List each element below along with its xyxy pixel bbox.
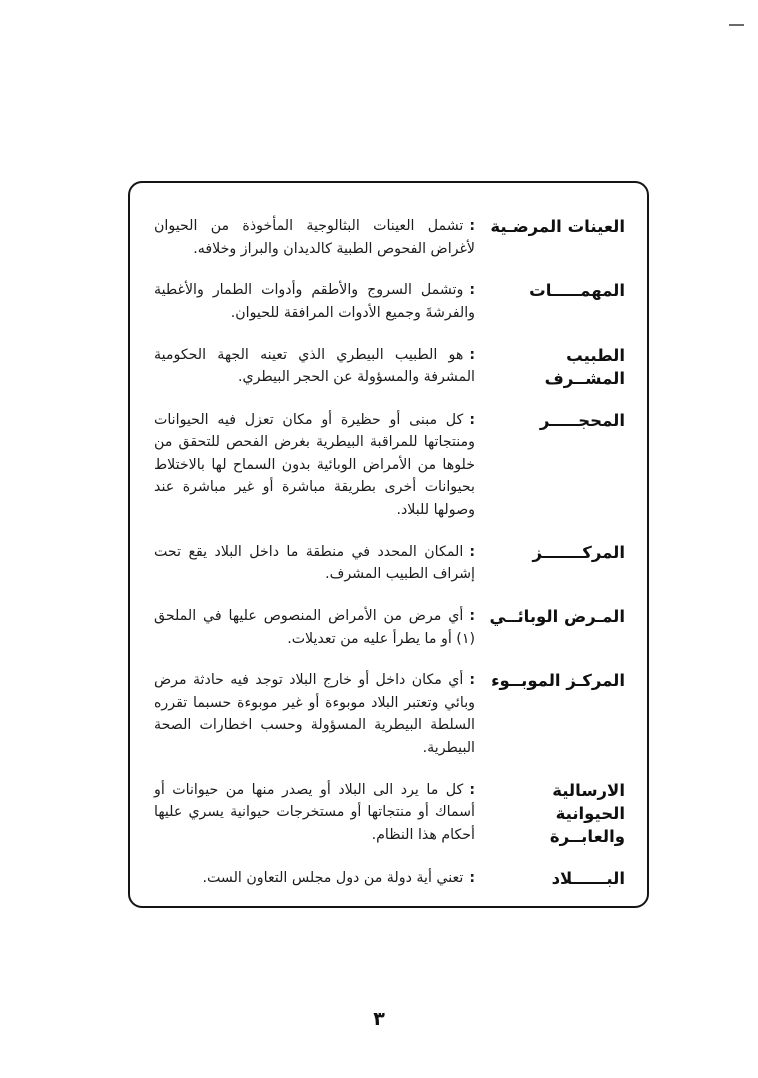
definition-row [154, 605, 625, 650]
definition-text: تعني أية دولة من دول مجلس التعاون الست. [202, 870, 464, 886]
definitions-frame [128, 181, 649, 908]
definition-body [154, 215, 475, 260]
term-label: الطبيب المشــرف [544, 345, 625, 388]
definition-body [154, 344, 475, 389]
term-label: المحجـــــر [539, 410, 625, 430]
term-label: المركـــــــز [532, 542, 625, 562]
term-label: العينات المرضـية [490, 217, 625, 236]
definition-body [154, 541, 475, 586]
definition-body [154, 669, 475, 759]
term-label: المهمـــــات [529, 281, 625, 301]
colon-separator: : [469, 282, 475, 299]
definition-text: كل ما يرد الى البلاد أو يصدر منها من حيوانات أو أسماك أو منتجاتها أو مستخرجات حيوانية يسري عليها أحكام هذا النظام. [154, 781, 475, 843]
definition-row [154, 215, 625, 260]
definition-row [154, 279, 625, 324]
colon-separator: : [469, 411, 475, 428]
term-label: المـرض الوبائــي [489, 607, 625, 627]
definition-text: وتشمل السروج والأطقم وأدوات الطمار والأغطية والفرشةَ وجميع الأدوات المرافقة للحيوان. [154, 282, 475, 321]
definition-text: أي مكان داخل أو خارج البلاد توجد فيه حادثة مرض وبائي وتعتبر البلاد موبوءة أو غير موبوءة حسبما تقرره السلطة البيطرية المسؤولة وحسب اخطارات الصحة البيطرية. [154, 672, 475, 756]
colon-separator: : [469, 672, 475, 689]
definition-body [154, 279, 475, 324]
definition-row [154, 669, 625, 759]
term-label: الارسالية الحيوانية والعابــرة [549, 780, 625, 846]
definition-body [154, 409, 475, 522]
definition-row [154, 344, 625, 390]
definition-row [154, 409, 625, 522]
definition-text: المكان المحدد في منطقة ما داخل البلاد يقع تحت إشراف الطبيب المشرف. [154, 543, 475, 583]
definition-text: كل مبنى أو حظيرة أو مكان تعزل فيه الحيوانات ومنتجاتها للمراقبة البيطرية بغرض الفحص للتحقق من خلوها من الأمراض الوبائية بدون السماح لها بالاختلاط بحيوانات أخرى بطريقة مباشرة أو غير مباشرة عند وصولها للبلاد. [154, 411, 475, 518]
colon-separator: : [469, 781, 475, 798]
colon-separator: : [469, 870, 475, 886]
colon-separator: : [469, 218, 475, 234]
definition-row [154, 779, 625, 848]
colon-separator: : [469, 543, 475, 560]
definition-body [154, 605, 475, 650]
scan-artifact-dash [729, 24, 744, 26]
definition-text: تشمل العينات البثالوجية المأخوذة من الحيوان لأغراض الفحوص الطبية كالديدان والبراز وخلافه. [154, 218, 475, 257]
definition-text: أي مرض من الأمراض المنصوص عليها في الملحق (١) أو ما يطرأ عليه من تعديلات. [154, 608, 475, 647]
definition-body [154, 867, 475, 890]
definition-row [154, 541, 625, 586]
term-label: البــــــلاد [551, 869, 625, 888]
definition-text: هو الطبيب البيطري الذي تعينه الجهة الحكومية المشرفة والمسؤولة عن الحجر البيطري. [154, 346, 475, 386]
term-label: المركـز الموبــوء [491, 671, 625, 691]
page-number: ٣ [373, 1008, 385, 1030]
colon-separator: : [469, 346, 475, 363]
definitions-list [154, 215, 625, 890]
definition-row [154, 867, 625, 890]
colon-separator: : [469, 608, 475, 625]
definition-body [154, 779, 475, 847]
